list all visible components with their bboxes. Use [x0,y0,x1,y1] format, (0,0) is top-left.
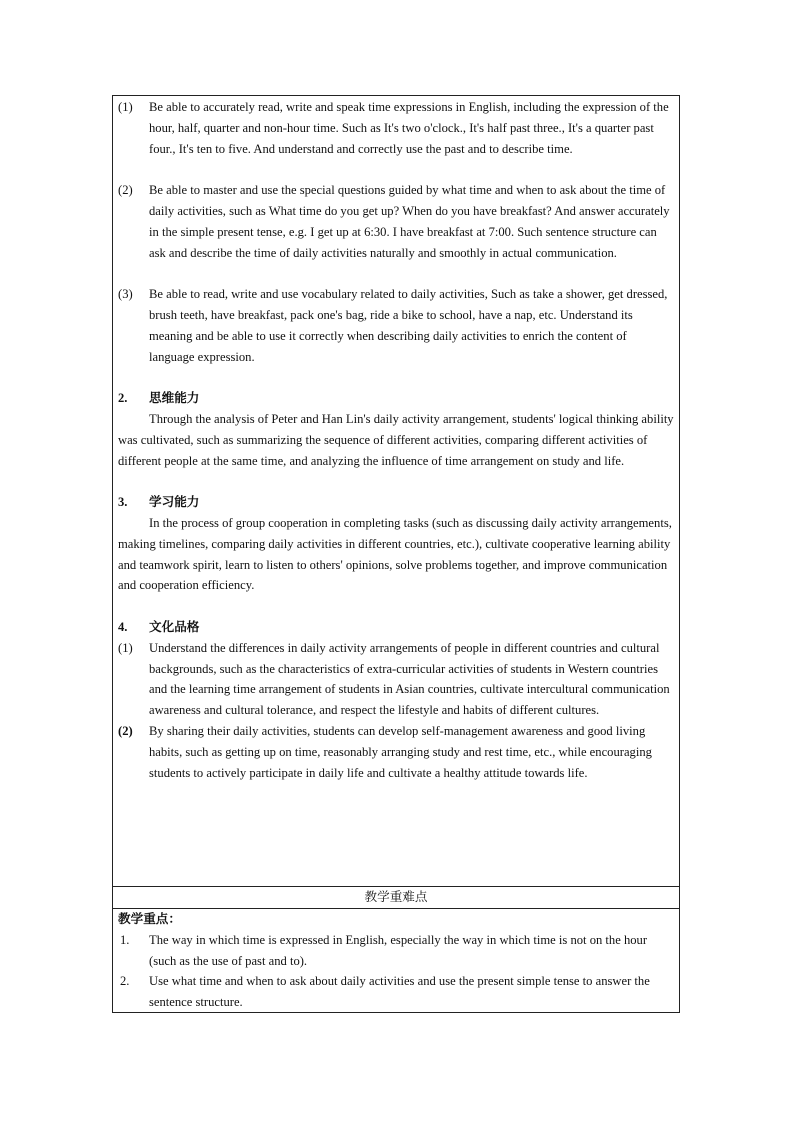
section-title: 文化品格 [149,619,200,634]
culture-item-2 [118,721,674,783]
key-point-item-1 [118,930,674,972]
section-paragraph: In the process of group cooperation in completing tasks (such as discussing daily activity arrangements, making timelines, comparing daily activities in different countries, etc.), cultivate cooperative learning ability and teamwork spirit, learn to listen to others' opinions, solve problems together, and improve communication and cooperation efficiency. [118,515,672,593]
key-points-header: 教学重难点 [364,890,428,904]
section-heading-culture [118,617,674,638]
item-text: Be able to accurately read, write and speak time expressions in English, including the expression of the hour, half, quarter and non-hour time. Such as It's two o'clock., It's half past three., It's a quarter past four., It's ten to five. And understand and correctly use the past and to describe time. [149,100,669,156]
item-number: (1) [118,640,133,655]
objective-item-3 [118,284,674,367]
item-text: Use what time and when to ask about daily activities and use the present simple tense to answer the sentence structure. [149,974,650,1010]
section-title: 思维能力 [149,391,200,406]
key-points-subtitle: 教学重点： [118,912,181,926]
item-number: 1. [120,932,130,947]
section-number: 3. [118,495,128,510]
section-heading-learning [118,492,674,513]
item-number: (2) [118,723,133,738]
objective-item-2 [118,180,674,263]
section-title: 学习能力 [149,495,200,510]
key-points-header-cell [118,887,674,908]
item-number: (3) [118,287,133,302]
item-text: Be able to master and use the special questions guided by what time and when to ask about the time of daily activities, such as What time do you get up? When do you have breakfast? And answer accurately in the simple present tense, e.g. I get up at 6:30. I have breakfast at 7:00. Such sentence structure can ask and describe the time of daily activities naturally and smoothly in actual communication. [149,183,670,260]
item-text: Be able to read, write and use vocabulary related to daily activities, Such as take a shower, get dressed, brush teeth, have breakfast, pack one's bag, ride a bike to school, have a nap, etc. Understand its meaning and be able to use it correctly when describing daily activities to enrich the content of language expression. [149,287,668,364]
item-text: The way in which time is expressed in English, especially the way in which time is not on the hour (such as the use of past and to). [149,932,648,968]
key-points-cell [118,909,674,1013]
section-paragraph: Through the analysis of Peter and Han Lin's daily activity arrangement, students' logical thinking ability was cultivated, such as summarizing the sequence of different activities, comparing different activities of different people at the same time, and analyzing the influence of time arrangement on study and life. [118,411,674,468]
section-number: 4. [118,619,128,634]
section-number: 2. [118,391,128,406]
objectives-cell [118,97,674,783]
item-text: Understand the differences in daily activity arrangements of people in different countries and cultural backgrounds, such as the characteristics of extra-curricular activities of students in Western countries and the learning time arrangement of students in Asian countries, cultivate intercultural communication awareness and cultural tolerance, and respect the lifestyle and habits of different cultures. [149,640,670,718]
objective-item-1 [118,97,674,159]
key-point-item-2 [118,971,674,1013]
culture-item-1 [118,638,674,721]
item-number: 2. [120,974,130,989]
section-heading-thinking [118,388,674,409]
item-number: (2) [118,183,133,198]
item-text: By sharing their daily activities, students can develop self-management awareness and good living habits, such as getting up on time, reasonably arranging study and rest time, etc., while encouraging students to actively participate in daily life and cultivate a healthy attitude towards life. [149,723,652,780]
item-number: (1) [118,100,133,114]
